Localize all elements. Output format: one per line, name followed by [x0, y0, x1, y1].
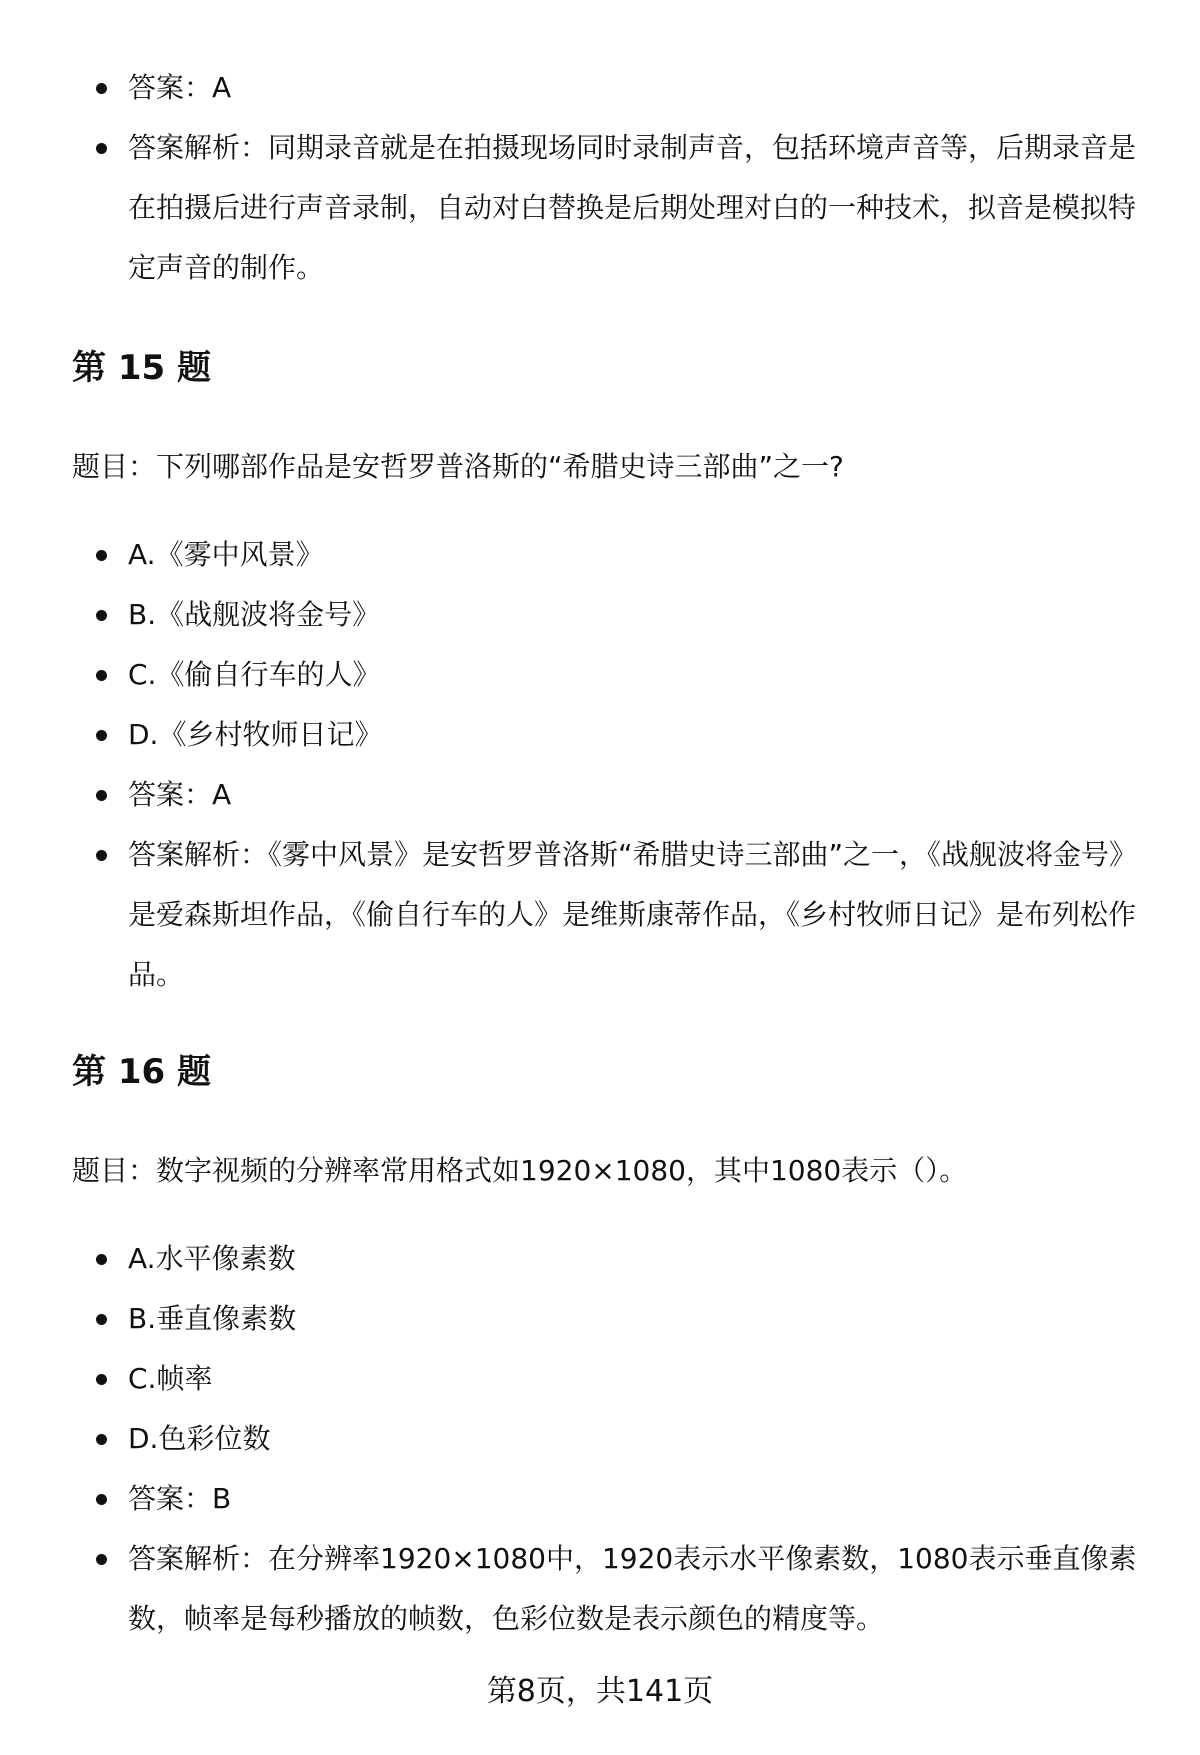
option-item: [72, 645, 1142, 705]
question-15-options: [72, 525, 1142, 1005]
option-b: B.《战舰波将金号》: [128, 598, 381, 631]
bullet-icon: [96, 790, 107, 801]
bullet-icon: [96, 730, 107, 741]
question-16-text: 题目：数字视频的分辨率常用格式如1920×1080，其中1080表示（）。: [72, 1154, 968, 1187]
analysis-text: 答案解析：在分辨率1920×1080中，1920表示水平像素数，1080表示垂直像素数，帧率是每秒播放的帧数，色彩位数是表示颜色的精度等。: [128, 1542, 1137, 1635]
option-item: [72, 1229, 1142, 1289]
bullet-icon: [96, 143, 107, 154]
question-16-options: [72, 1229, 1142, 1649]
option-a: A.《雾中风景》: [128, 538, 324, 571]
answer-item: [72, 765, 1142, 825]
bullet-icon: [96, 83, 107, 94]
option-c: C.《偷自行车的人》: [128, 658, 381, 691]
bullet-icon: [96, 850, 107, 861]
analysis-item: [72, 825, 1142, 1005]
question-15-title: 第 15 题: [72, 348, 211, 388]
bullet-icon: [96, 1254, 107, 1265]
answer-item: [72, 1469, 1142, 1529]
question-16-title: 第 16 题: [72, 1052, 211, 1092]
bullet-icon: [96, 1554, 107, 1565]
option-item: [72, 525, 1142, 585]
analysis-text: 答案解析：《雾中风景》是安哲罗普洛斯“希腊史诗三部曲”之一，《战舰波将金号》是爱森斯坦作品，《偷自行车的人》是维斯康蒂作品，《乡村牧师日记》是布列松作品。: [128, 838, 1138, 991]
option-item: [72, 1289, 1142, 1349]
bullet-icon: [96, 670, 107, 681]
analysis-item: [72, 1529, 1142, 1649]
answer-text: 答案：B: [128, 1482, 232, 1515]
answer-text: 答案：A: [128, 71, 232, 104]
option-d: D.《乡村牧师日记》: [128, 718, 383, 751]
analysis-item: [72, 118, 1142, 298]
analysis-text: 答案解析：同期录音就是在拍摄现场同时录制声音，包括环境声音等，后期录音是在拍摄后进行声音录制，自动对白替换是后期处理对白的一种技术，拟音是模拟特定声音的制作。: [128, 131, 1137, 284]
bullet-icon: [96, 550, 107, 561]
option-d: D.色彩位数: [128, 1422, 271, 1455]
bullet-icon: [96, 610, 107, 621]
option-item: [72, 1349, 1142, 1409]
bullet-icon: [96, 1434, 107, 1445]
bullet-icon: [96, 1374, 107, 1385]
bullet-icon: [96, 1494, 107, 1505]
option-b: B.垂直像素数: [128, 1302, 297, 1335]
question-15-text: 题目：下列哪部作品是安哲罗普洛斯的“希腊史诗三部曲”之一?: [72, 450, 844, 483]
option-item: [72, 1409, 1142, 1469]
page-footer: 第8页，共141页: [486, 1674, 714, 1709]
bullet-icon: [96, 1314, 107, 1325]
option-a: A.水平像素数: [128, 1242, 296, 1275]
prev-question-tail: [72, 58, 1142, 298]
option-item: [72, 705, 1142, 765]
answer-item: [72, 58, 1142, 118]
answer-text: 答案：A: [128, 778, 232, 811]
option-c: C.帧率: [128, 1362, 213, 1395]
option-item: [72, 585, 1142, 645]
